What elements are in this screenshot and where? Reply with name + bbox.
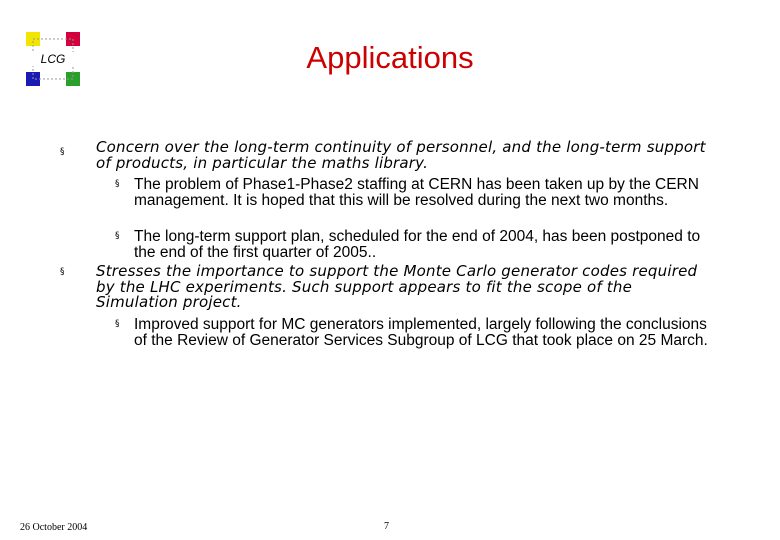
sub-bullet-marker: § (115, 231, 120, 241)
logo-text: LCG (40, 52, 66, 66)
sub-bullet-1-2 (115, 229, 715, 260)
sub-bullet-marker: § (115, 179, 120, 189)
sub-bullet-1-1 (115, 177, 715, 208)
page-number: 7 (384, 521, 389, 532)
footer-date: 26 October 2004 (20, 522, 88, 533)
bullet-text-1: Concern over the long-term continuity of personnel, and the long-term support of products, in particular the maths library. (96, 138, 706, 172)
sub-bullet-marker: § (115, 319, 120, 329)
bullet-text-2: Stresses the importance to support the Monte Carlo generator codes required by the LHC experiments. Such support appears to fit the scope of the Simulation project. (96, 262, 698, 311)
bullet-marker: § (60, 147, 65, 157)
sub-bullet-text: The problem of Phase1-Phase2 staffing at CERN has been taken up by the CERN management. It is hoped that this will be resolved during the next two months. (134, 176, 699, 209)
sub-bullet-2-1 (115, 317, 715, 348)
sub-bullet-text: Improved support for MC generators implemented, largely following the conclusions of the Review of Generator Services Subgroup of LCG that took place on 25 March. (134, 316, 708, 349)
lcg-logo-graphic (24, 30, 82, 88)
sub-bullet-text: The long-term support plan, scheduled for the end of 2004, has been postponed to the end of the first quarter of 2005.. (134, 228, 701, 261)
slide-title: Applications (306, 40, 474, 75)
bullet-marker: § (60, 267, 65, 277)
lcg-logo (24, 30, 82, 88)
